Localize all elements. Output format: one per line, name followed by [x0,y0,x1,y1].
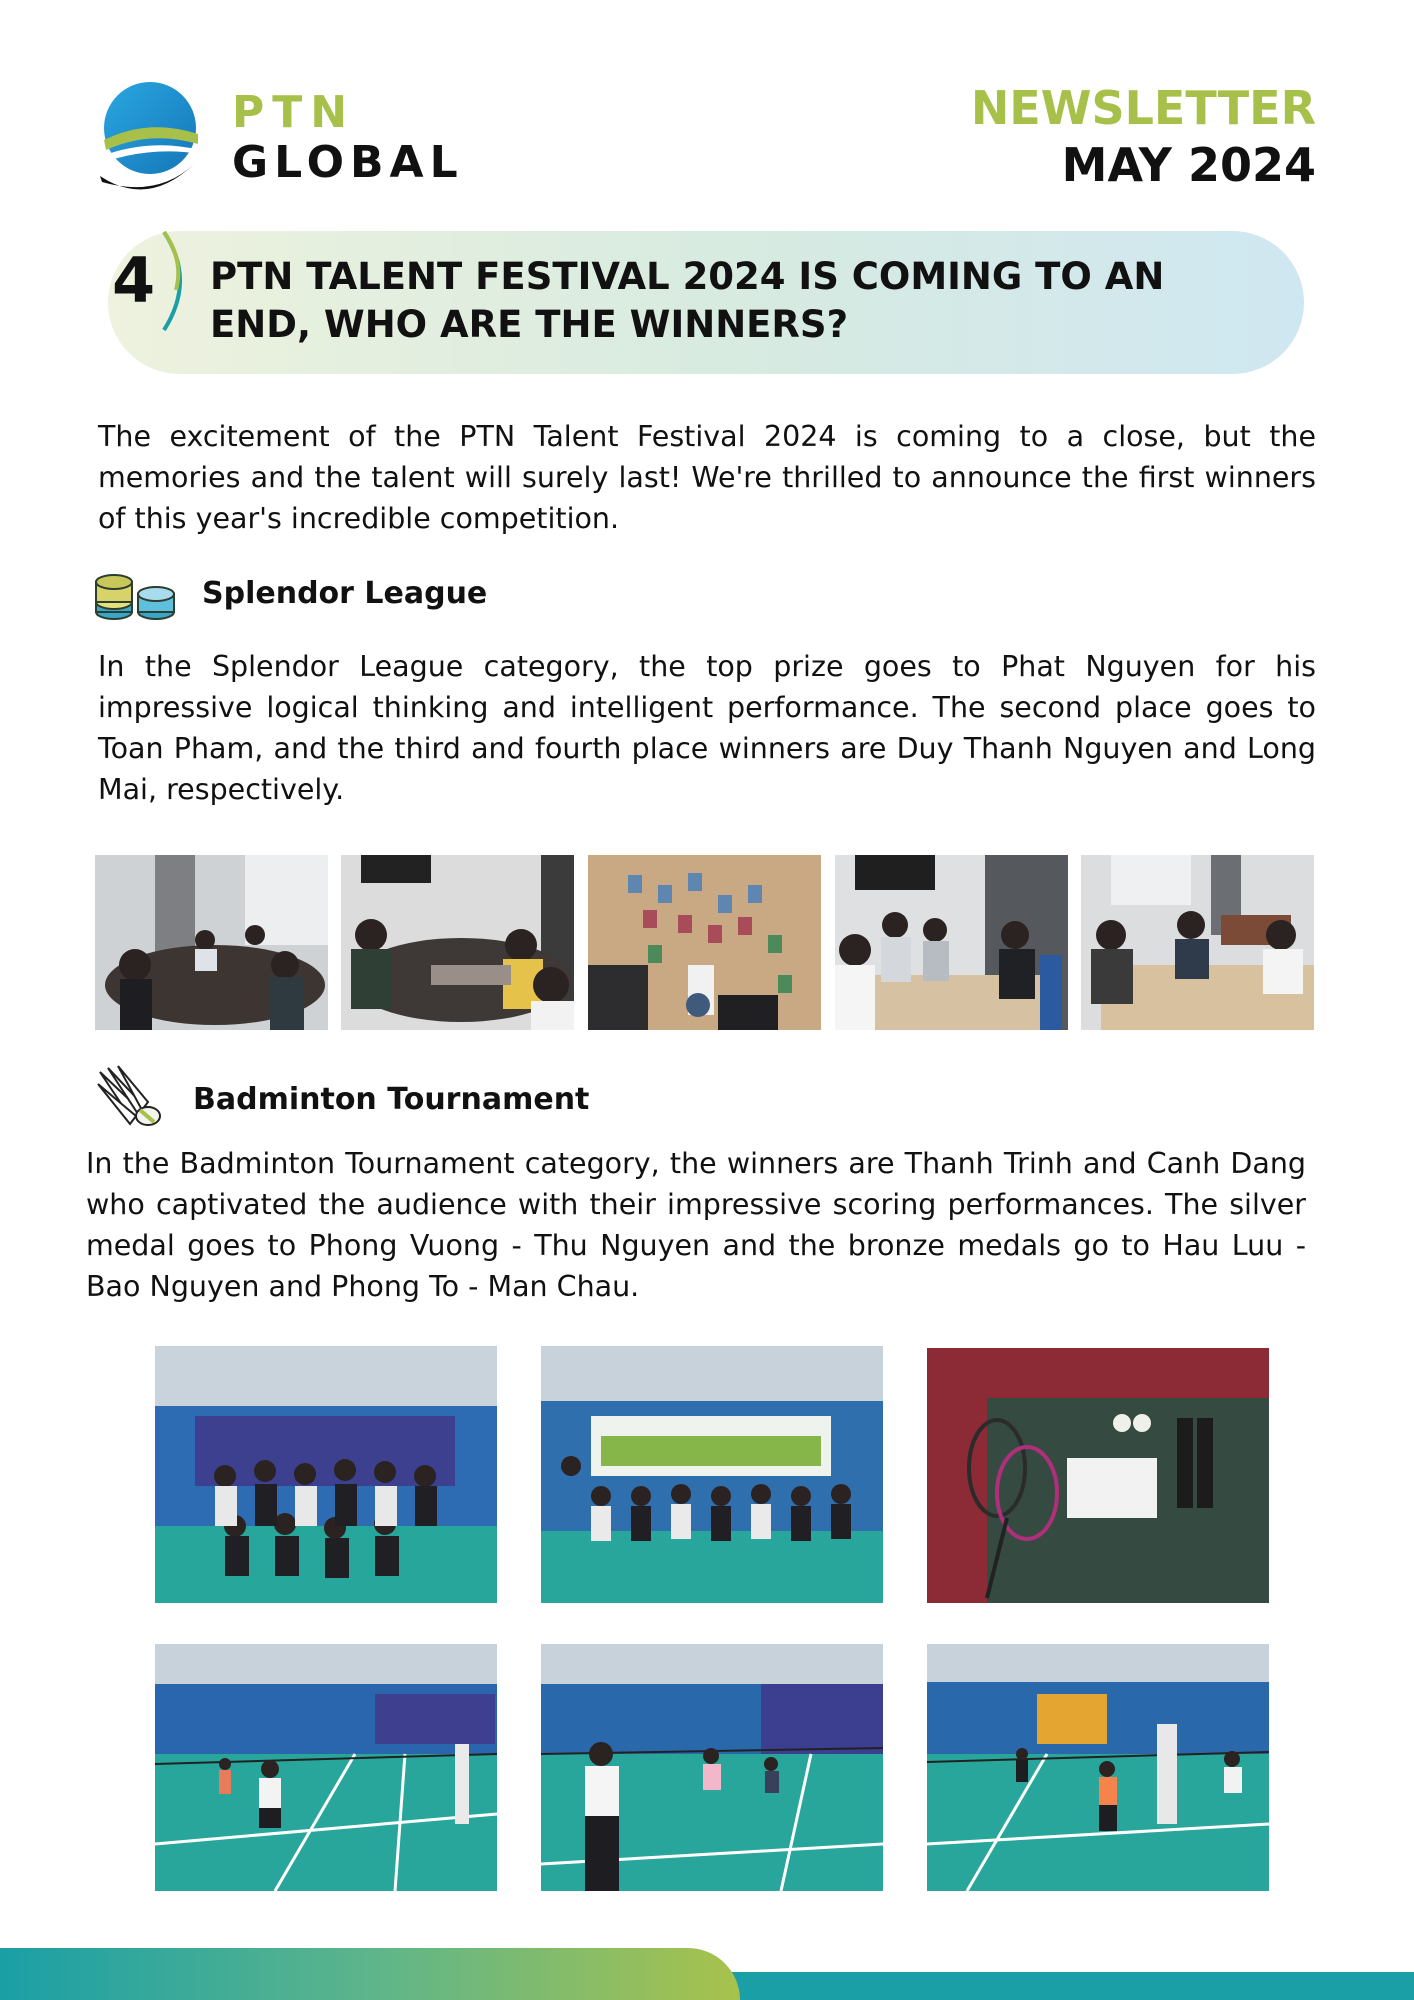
badminton-photo-1 [155,1346,497,1603]
globe-logo-icon [98,78,202,194]
section-title: PTN TALENT FESTIVAL 2024 IS COMING TO AN END, WHO ARE THE WINNERS? [210,255,1165,346]
splendor-photo-4 [835,855,1068,1030]
splendor-photo-3 [588,855,821,1030]
splendor-paragraph: In the Splendor League category, the top prize goes to Phat Nguyen for his impressive logical thinking and intelligent performance. The second place goes to Toan Pham, and the third and fourth place winners are Duy Thanh Nguyen and Long Mai, respectively. [98,650,1316,806]
section-number: 4 [112,244,156,317]
badminton-photo-4 [155,1644,497,1891]
newsletter-date: MAY 2024 [1061,138,1316,192]
newsletter-header [971,80,1316,194]
intro-paragraph: The excitement of the PTN Talent Festival 2024 is coming to a close, but the memories and the talent will surely last! We're thrilled to announce the first winners of this year's incredible competition. [98,420,1316,535]
badminton-photo-6 [927,1644,1269,1891]
splendor-photo-5 [1081,855,1314,1030]
badminton-heading: Badminton Tournament [193,1082,590,1117]
ptn-global-logo [98,78,464,198]
footer-gradient-wave [0,1948,740,2000]
poker-chips-icon [94,568,178,624]
splendor-photo-1 [95,855,328,1030]
splendor-photo-2 [341,855,574,1030]
splendor-heading: Splendor League [202,576,488,611]
newsletter-kicker: NEWSLETTER [970,81,1316,135]
brand-line-2: GLOBAL [232,137,464,188]
brand-line-1: PTN [232,87,356,138]
badminton-photo-5 [541,1644,883,1891]
badminton-photo-3 [927,1348,1269,1603]
shuttlecock-icon [94,1064,170,1132]
badminton-paragraph: In the Badminton Tournament category, the winners are Thanh Trinh and Canh Dang who captivated the audience with their impressive scoring performances. The silver medal goes to Phong Vuong - Thu Nguyen and the bronze medals go to Hau Luu - Bao Nguyen and Phong To - Man Chau. [86,1147,1306,1303]
badminton-photo-2 [541,1346,883,1603]
